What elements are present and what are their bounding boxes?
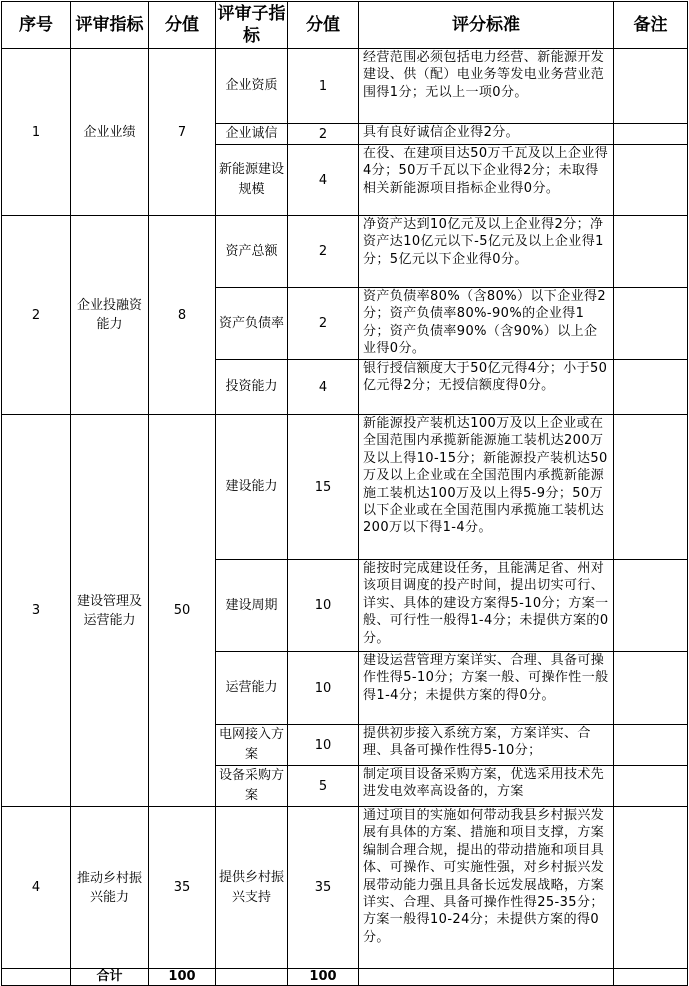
total-row: [2, 969, 688, 986]
table-row: [2, 49, 688, 124]
remark-cell: [614, 49, 688, 124]
total-empty: [216, 969, 288, 986]
table-row: [2, 415, 688, 560]
total-sub-score: 100: [288, 969, 359, 986]
sub-score: 10: [288, 560, 359, 652]
total-label: 合计: [71, 969, 149, 986]
criteria-text: 通过项目的实施如何带动我县乡村振兴发展有具体的方案、措施和项目支撑，方案编制合理合规，提出的带动措施和项目具体、可操作、可实施性强，对乡村振兴发展带动能力强且具备长远发展战略，方案详实、合理、具备可操作性得25-35分；方案一般得10-24分；未提供方案的得0分。: [359, 807, 614, 969]
group-seq: 2: [2, 216, 71, 415]
header-row: [2, 2, 688, 49]
sub-indicator: 资产总额: [216, 216, 288, 288]
remark-cell: [614, 807, 688, 969]
total-empty: [2, 969, 71, 986]
criteria-text: 具有良好诚信企业得2分。: [359, 124, 614, 145]
total-score: 100: [149, 969, 216, 986]
criteria-text: 提供初步接入系统方案，方案详实、合理、具备可操作性得5-10分；: [359, 725, 614, 766]
sub-indicator: 电网接入方案: [216, 725, 288, 766]
header-score: 分值: [149, 2, 216, 49]
remark-cell: [614, 360, 688, 415]
criteria-text: 净资产达到10亿元及以上企业得2分；净资产达10亿元以下-5亿元及以上企业得1分；5亿元以下企业得0分。: [359, 216, 614, 288]
total-empty: [359, 969, 614, 986]
criteria-text: 在役、在建项目达50万千瓦及以上企业得4分；50万千瓦以下企业得2分；未取得相关新能源项目指标企业得0分。: [359, 145, 614, 216]
sub-score: 2: [288, 124, 359, 145]
criteria-text: 新能源投产装机达100万及以上企业或在全国范围内承揽新能源施工装机达200万及以上得10-15分；新能源投产装机达50万及以上企业或在全国范围内承揽新能源施工装机达100万及以上得5-9分；50万以下企业或在全国范围内承揽施工装机达200万以下得1-4分。: [359, 415, 614, 560]
criteria-text: 建设运营管理方案详实、合理、具备可操作性得5-10分；方案一般、可操作性一般得1-4分；未提供方案的得0分。: [359, 652, 614, 725]
group-indicator: 企业业绩: [71, 49, 149, 216]
total-empty: [614, 969, 688, 986]
criteria-text: 能按时完成建设任务，且能满足省、州对该项目调度的投产时间，提出切实可行、详实、具体的建设方案得5-10分；方案一般、可行性一般得1-4分；未提供方案的0分。: [359, 560, 614, 652]
criteria-text: 制定项目设备采购方案，优选采用技术先进发电效率高设备的，方案: [359, 766, 614, 807]
remark-cell: [614, 216, 688, 288]
sub-score: 2: [288, 288, 359, 360]
group-score: 7: [149, 49, 216, 216]
remark-cell: [614, 288, 688, 360]
header-sub-score: 分值: [288, 2, 359, 49]
sub-score: 35: [288, 807, 359, 969]
header-sub-indicator: 评审子指标: [216, 2, 288, 49]
table-row: [2, 216, 688, 288]
sub-score: 5: [288, 766, 359, 807]
sub-indicator: 资产负债率: [216, 288, 288, 360]
group-score: 8: [149, 216, 216, 415]
group-indicator: 企业投融资能力: [71, 216, 149, 415]
criteria-text: 资产负债率80%（含80%）以下企业得2分；资产负债率80%-90%的企业得1分；资产负债率90%（含90%）以上企业得0分。: [359, 288, 614, 360]
group-indicator: 建设管理及运营能力: [71, 415, 149, 807]
remark-cell: [614, 560, 688, 652]
sub-indicator: 提供乡村振兴支持: [216, 807, 288, 969]
group-seq: 3: [2, 415, 71, 807]
remark-cell: [614, 124, 688, 145]
remark-cell: [614, 766, 688, 807]
criteria-text: 经营范围必须包括电力经营、新能源开发建设、供（配）电业务等发电业务营业范围得1分；无以上一项0分。: [359, 49, 614, 124]
remark-cell: [614, 725, 688, 766]
sub-indicator: 新能源建设规模: [216, 145, 288, 216]
sub-score: 1: [288, 49, 359, 124]
header-indicator: 评审指标: [71, 2, 149, 49]
group-seq: 1: [2, 49, 71, 216]
group-indicator: 推动乡村振兴能力: [71, 807, 149, 969]
criteria-text: 银行授信额度大于50亿元得4分；小于50亿元得2分；无授信额度得0分。: [359, 360, 614, 415]
header-criteria: 评分标准: [359, 2, 614, 49]
group-score: 35: [149, 807, 216, 969]
sub-indicator: 企业资质: [216, 49, 288, 124]
remark-cell: [614, 145, 688, 216]
sub-score: 10: [288, 652, 359, 725]
sub-score: 10: [288, 725, 359, 766]
sub-indicator: 运营能力: [216, 652, 288, 725]
table-row: [2, 807, 688, 969]
sub-indicator: 投资能力: [216, 360, 288, 415]
group-seq: 4: [2, 807, 71, 969]
sub-score: 15: [288, 415, 359, 560]
sub-score: 4: [288, 360, 359, 415]
remark-cell: [614, 415, 688, 560]
sub-indicator: 建设周期: [216, 560, 288, 652]
sub-indicator: 设备采购方案: [216, 766, 288, 807]
group-score: 50: [149, 415, 216, 807]
scoring-table: [1, 1, 688, 986]
sub-score: 2: [288, 216, 359, 288]
sub-indicator: 企业诚信: [216, 124, 288, 145]
sub-indicator: 建设能力: [216, 415, 288, 560]
header-remark: 备注: [614, 2, 688, 49]
header-seq: 序号: [2, 2, 71, 49]
remark-cell: [614, 652, 688, 725]
sub-score: 4: [288, 145, 359, 216]
